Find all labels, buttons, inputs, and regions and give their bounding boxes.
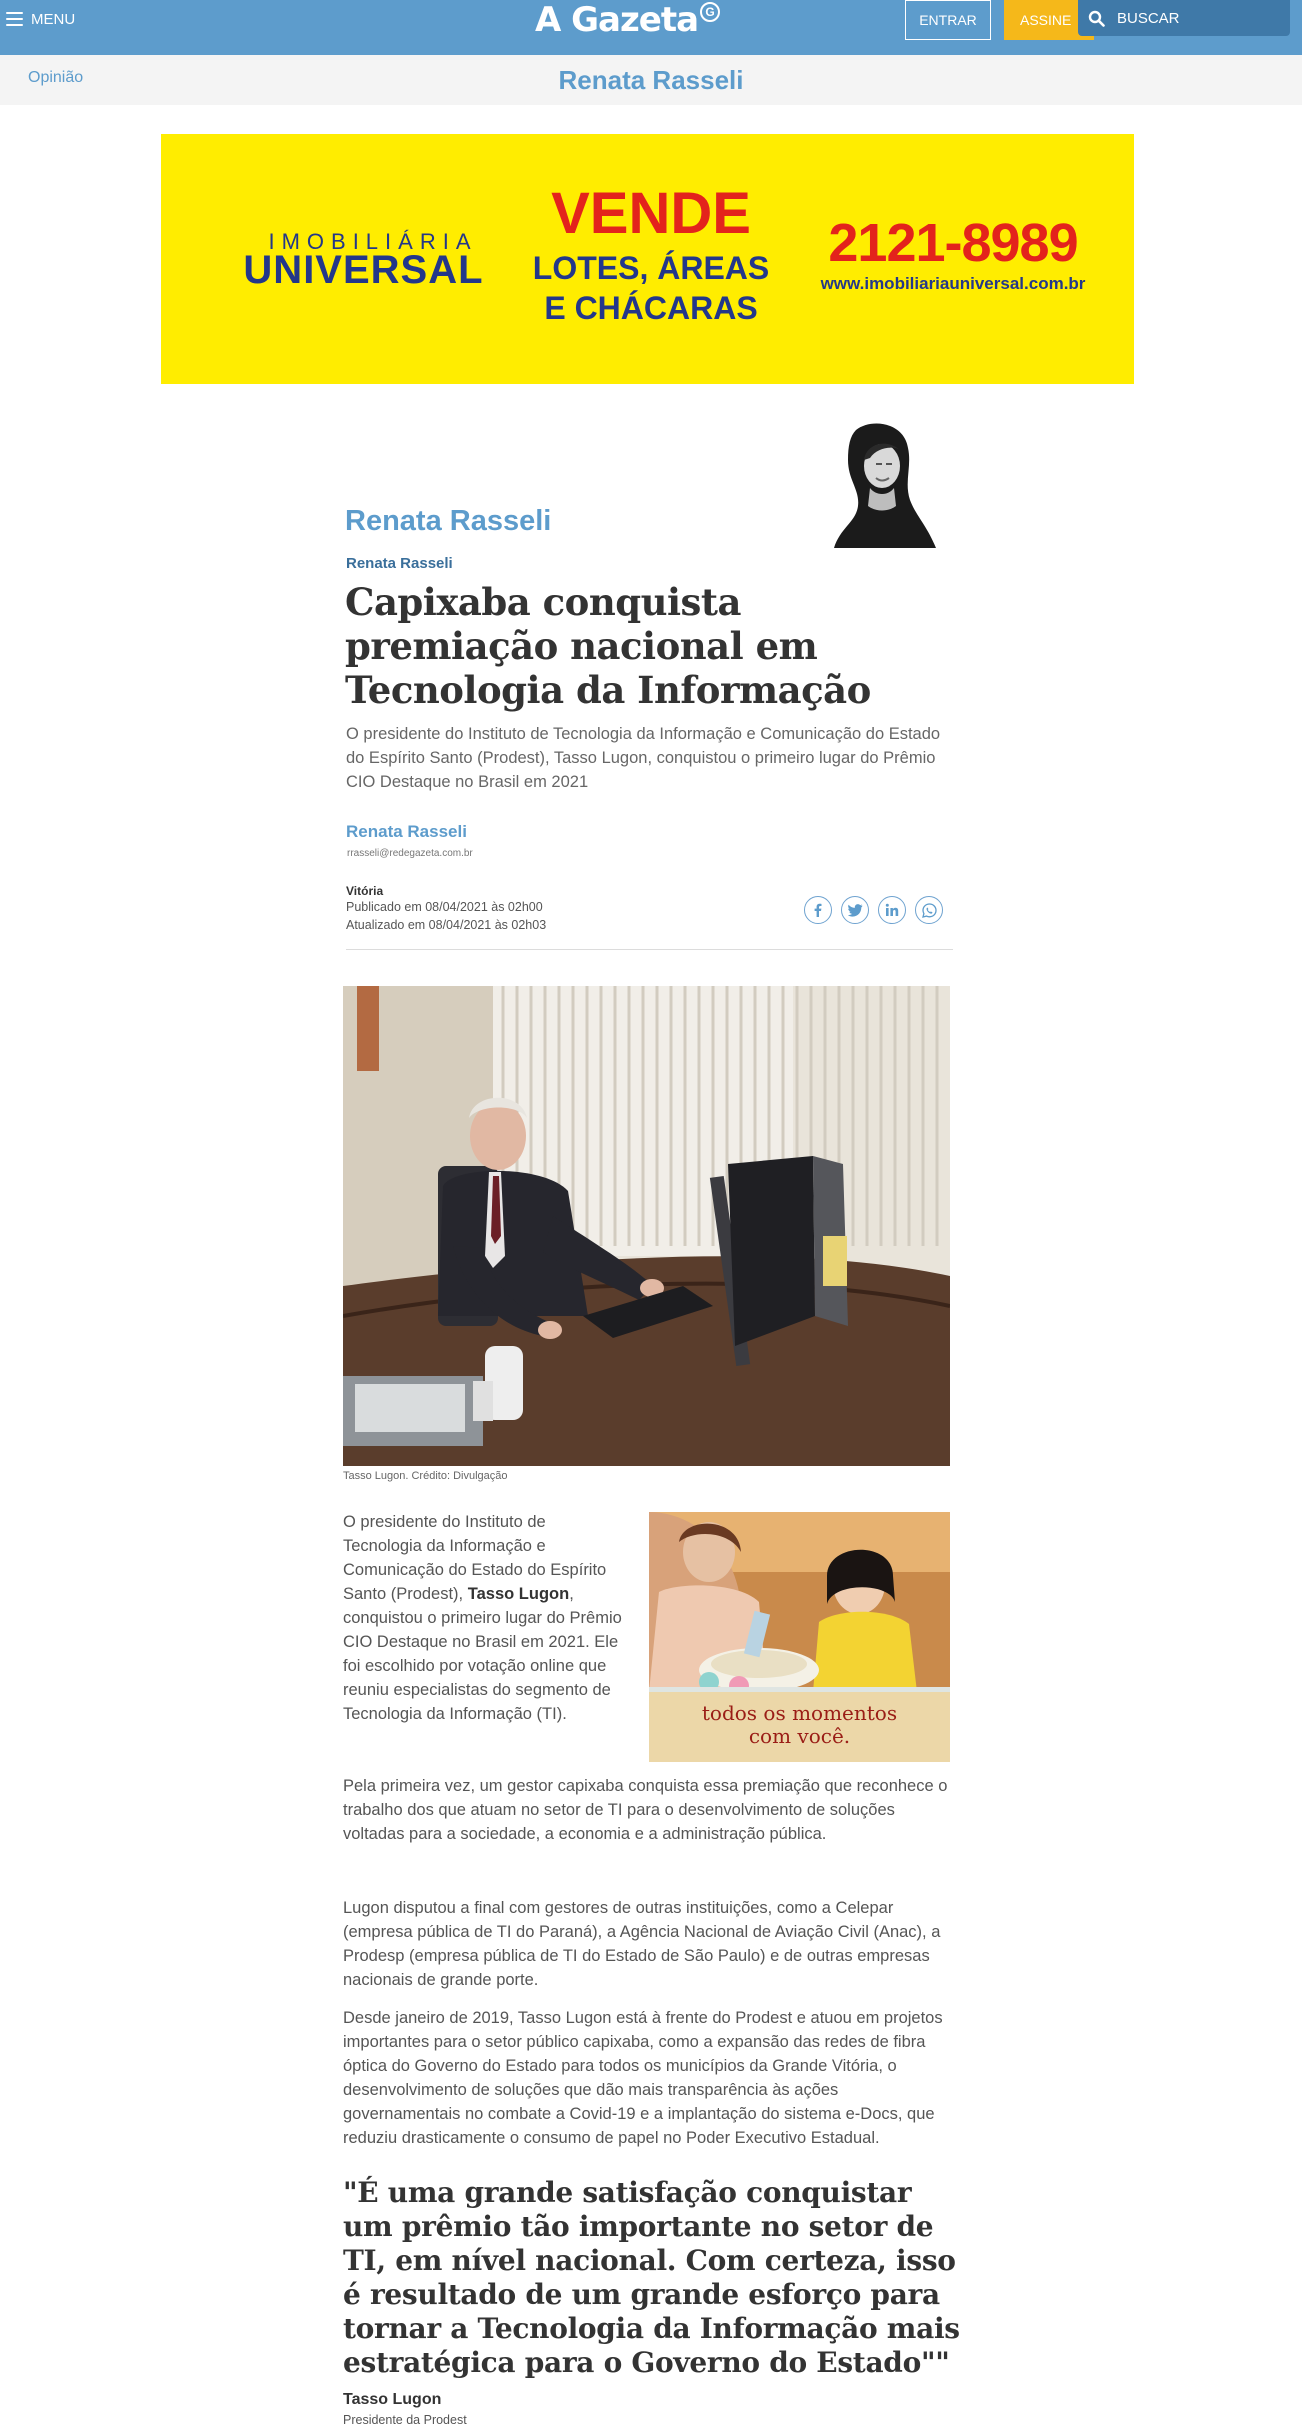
side-ad-text bbox=[649, 1702, 950, 1748]
subscribe-button[interactable]: ASSINE bbox=[1004, 0, 1094, 40]
side-ad[interactable] bbox=[649, 1512, 950, 1762]
side-ad-line-2: com você. bbox=[748, 1724, 851, 1748]
login-button[interactable]: ENTRAR bbox=[905, 0, 991, 40]
ad-subline-1: LOTES, ÁREAS bbox=[532, 250, 770, 286]
ad-brand: UNIVERSAL bbox=[243, 248, 484, 292]
search-box[interactable] bbox=[1078, 0, 1290, 36]
column-name[interactable]: Renata Rasseli bbox=[345, 505, 552, 537]
author-email[interactable]: rrasseli@redegazeta.com.br bbox=[347, 848, 473, 859]
paragraph-1 bbox=[343, 1510, 623, 1726]
column-title[interactable]: Renata Rasseli bbox=[558, 65, 744, 95]
pull-quote: "É uma grande satisfação conquistar um prêmio tão importante no setor de TI, em nível nacional. Com certeza, isso é resultado de um grande esforço para tornar a Tecnologia da Informação mais estratégica para o Governo do Estado"" bbox=[343, 2176, 960, 2379]
article-photo bbox=[343, 986, 950, 1466]
logo-text: A Gazeta bbox=[535, 0, 699, 40]
ad-phone: 2121-8989 bbox=[828, 213, 1078, 273]
whatsapp-icon[interactable] bbox=[915, 896, 943, 924]
hamburger-icon bbox=[6, 12, 23, 26]
ad-subline bbox=[516, 248, 786, 328]
author-name[interactable]: Renata Rasseli bbox=[346, 822, 467, 841]
site-logo[interactable] bbox=[535, 0, 720, 40]
header-divider bbox=[346, 949, 953, 950]
quote-author: Tasso Lugon bbox=[343, 2391, 442, 2408]
ad-subline-2: E CHÁCARAS bbox=[544, 290, 758, 326]
side-ad-line-1: todos os momentos bbox=[701, 1701, 898, 1725]
ad-banner[interactable] bbox=[161, 134, 1134, 384]
menu-label: MENU bbox=[31, 10, 76, 28]
ad-url: www.imobiliariauniversal.com.br bbox=[820, 274, 1086, 293]
article-place: Vitória bbox=[346, 884, 384, 898]
paragraph-1-a: O presidente do Instituto de Tecnologia da Informação e Comunicação do Estado do Espírito Santo (Prodest), bbox=[343, 1513, 607, 1603]
sub-header bbox=[0, 55, 1302, 105]
paragraph-1-bold: Tasso Lugon bbox=[467, 1585, 570, 1603]
photo-caption: Tasso Lugon. Crédito: Divulgação bbox=[343, 1470, 508, 1482]
menu-button[interactable] bbox=[6, 8, 75, 30]
section-link[interactable]: Opinião bbox=[28, 69, 84, 86]
article-lead: O presidente do Instituto de Tecnologia da Informação e Comunicação do Estado do Espírito Santo (Prodest), Tasso Lugon, conquistou o primeiro lugar do Prêmio CIO Destaque no Brasil em 2021 bbox=[346, 725, 941, 791]
search-icon bbox=[1088, 10, 1105, 27]
article-kicker[interactable]: Renata Rasseli bbox=[346, 555, 453, 572]
logo-mark: G bbox=[700, 2, 720, 22]
share-buttons bbox=[804, 896, 943, 924]
quote-role: Presidente da Prodest bbox=[343, 2413, 467, 2427]
facebook-icon[interactable] bbox=[804, 896, 832, 924]
paragraph-4: Desde janeiro de 2019, Tasso Lugon está à frente do Prodest e atuou em projetos importantes para o setor público capixaba, como a expansão das redes de fibra óptica do Governo do Estado para todos os municípios da Grande Vitória, o desenvolvimento de soluções que dão mais transparência às ações governamentais no combate a Covid-19 e a implantação do sistema e-Docs, que reduziu drasticamente o consumo de papel no Poder Executivo Estadual. bbox=[343, 2009, 943, 2147]
article-headline: Capixaba conquista premiação nacional em Tecnologia da Informação bbox=[345, 580, 871, 712]
ad-headline: VENDE bbox=[551, 181, 751, 246]
paragraph-2: Pela primeira vez, um gestor capixaba conquista essa premiação que reconhece o trabalho dos que atuam no setor de TI para o desenvolvimento de soluções voltadas para a sociedade, a economia e a administração pública. bbox=[343, 1777, 948, 1843]
twitter-icon[interactable] bbox=[841, 896, 869, 924]
author-photo bbox=[826, 420, 938, 548]
published-date: Publicado em 08/04/2021 às 02h00 bbox=[346, 900, 543, 914]
updated-date: Atualizado em 08/04/2021 às 02h03 bbox=[346, 918, 547, 932]
side-ad-image bbox=[649, 1512, 950, 1692]
paragraph-3: Lugon disputou a final com gestores de outras instituições, como a Celepar (empresa pública de TI do Paraná), a Agência Nacional de Aviação Civil (Anac), a Prodesp (empresa pública de TI do Estado de São Paulo) e de outras empresas nacionais de grande porte. bbox=[343, 1899, 941, 1989]
top-header bbox=[0, 0, 1302, 55]
linkedin-icon[interactable] bbox=[878, 896, 906, 924]
ad-brand-top: IMOBILIÁRIA bbox=[268, 229, 478, 254]
paragraph-1-b: , conquistou o primeiro lugar do Prêmio CIO Destaque no Brasil em 2021. Ele foi escolhido por votação online que reuniu especialistas do segmento de Tecnologia da Informação (TI). bbox=[343, 1585, 622, 1723]
search-input[interactable] bbox=[1117, 10, 1267, 27]
